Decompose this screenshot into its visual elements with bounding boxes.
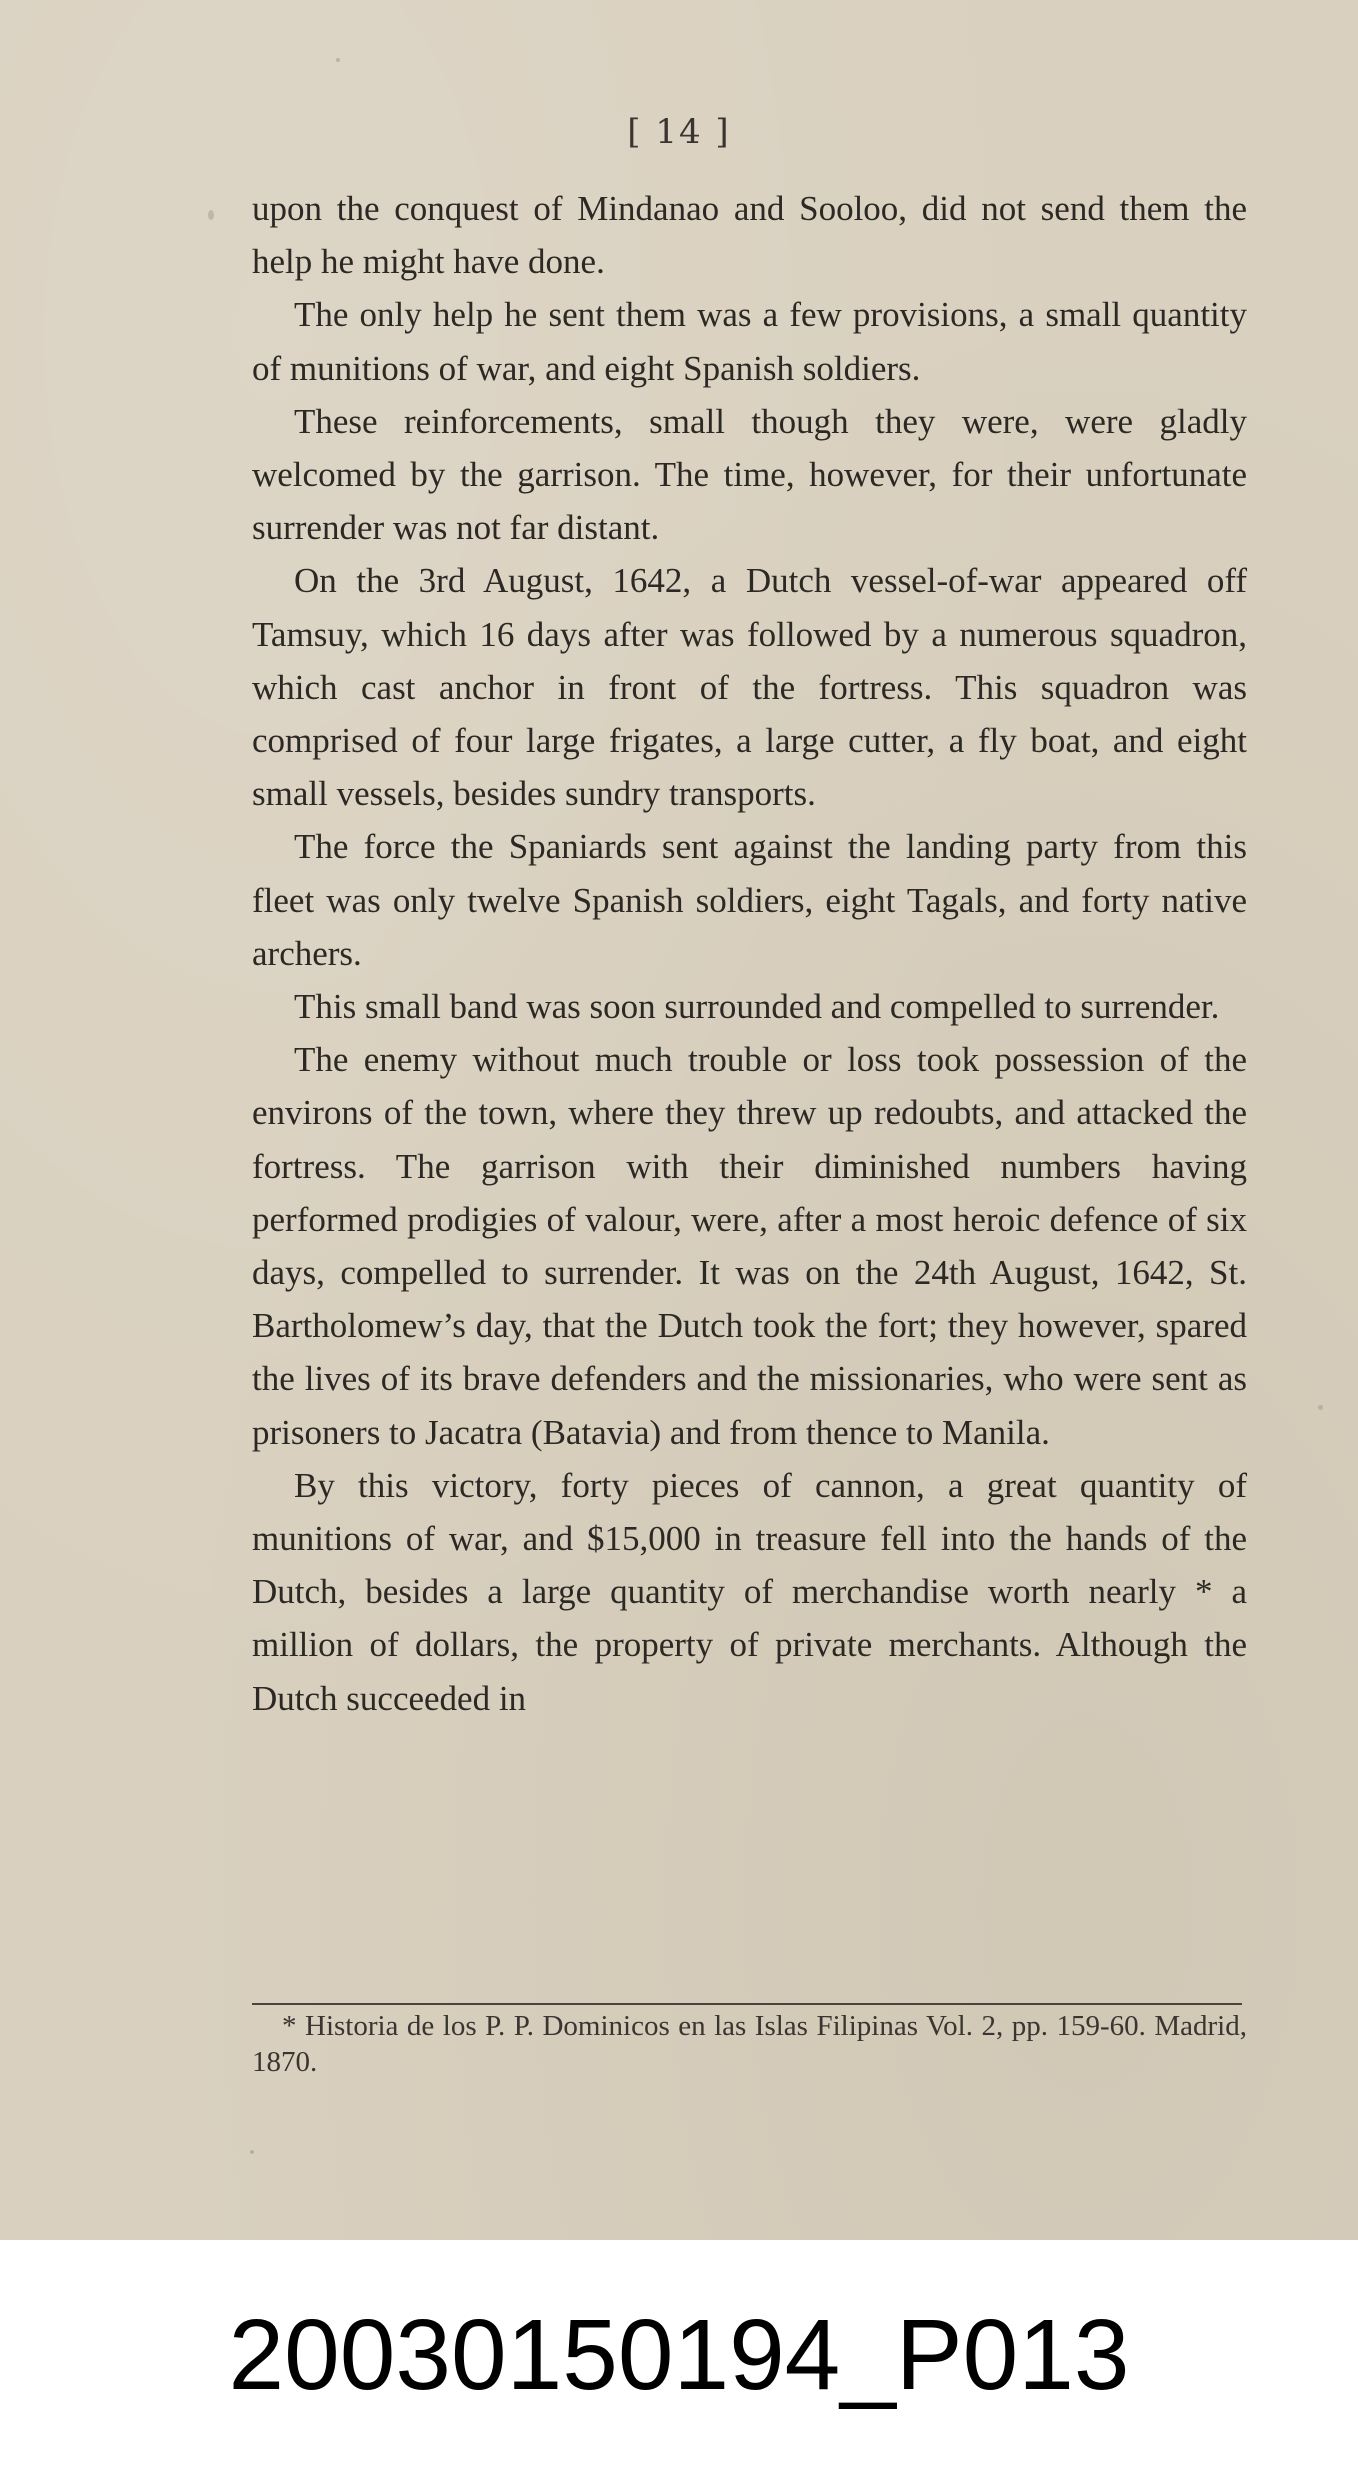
paragraph: The force the Spaniards sent against the landing party from this fleet was only twelve Spanish soldiers, eight Tagals, and forty native archers. bbox=[252, 827, 1247, 973]
ink-speck bbox=[336, 58, 340, 62]
body-text bbox=[252, 182, 1247, 1725]
paragraph: On the 3rd August, 1642, a Dutch vessel-of-war appeared off Tamsuy, which 16 days after was followed by a numerous squadron, which cast anchor in front of the fortress. This squadron was comprised of four large frigates, a large cutter, a fly boat, and eight small vessels, besides sundry transports. bbox=[252, 561, 1247, 814]
ink-speck bbox=[1318, 1405, 1323, 1410]
ink-speck bbox=[250, 2150, 254, 2154]
image-caption: 20030150194_P013 bbox=[228, 2299, 1130, 2411]
paragraph: This small band was soon surrounded and compelled to surrender. bbox=[294, 987, 1220, 1027]
paragraph: upon the conquest of Mindanao and Sooloo, did not send them the help he might have done. bbox=[252, 189, 1247, 282]
footnote-text: * Historia de los P. P. Dominicos en las Islas Filipinas Vol. 2, pp. 159-60. Madrid, 1870. bbox=[252, 2010, 1247, 2078]
paragraph: By this victory, forty pieces of cannon, a great quantity of munitions of war, and $15,000 in treasure fell into the hands of the Dutch, besides a large quantity of merchandise worth nearly * a million of dollars, the property of private merchants. Although the Dutch succeeded in bbox=[252, 1465, 1247, 1718]
ink-speck bbox=[208, 210, 214, 220]
footnote bbox=[252, 2008, 1247, 2080]
paragraph: The only help he sent them was a few provisions, a small quantity of munitions of war, and eight Spanish soldiers. bbox=[252, 295, 1247, 388]
paragraph: These reinforcements, small though they were, were gladly welcomed by the garrison. The time, however, for their unfortunate surrender was not far distant. bbox=[252, 401, 1247, 548]
paragraph: The enemy without much trouble or loss took possession of the environs of the town, where they threw up redoubts, and attacked the fortress. The garrison with their diminished numbers having performed prodigies of valour, were, after a most heroic defence of six days, compelled to surrender. It was on the 24th August, 1642, St. Bartholomew’s day, that the Dutch took the fort; they however, spared the lives of its brave defenders and the missionaries, who were sent as prisoners to Jacatra (Batavia) and from thence to Manila. bbox=[252, 1040, 1247, 1452]
page-number: [ 14 ] bbox=[627, 112, 731, 152]
footnote-divider bbox=[252, 2003, 1242, 2005]
